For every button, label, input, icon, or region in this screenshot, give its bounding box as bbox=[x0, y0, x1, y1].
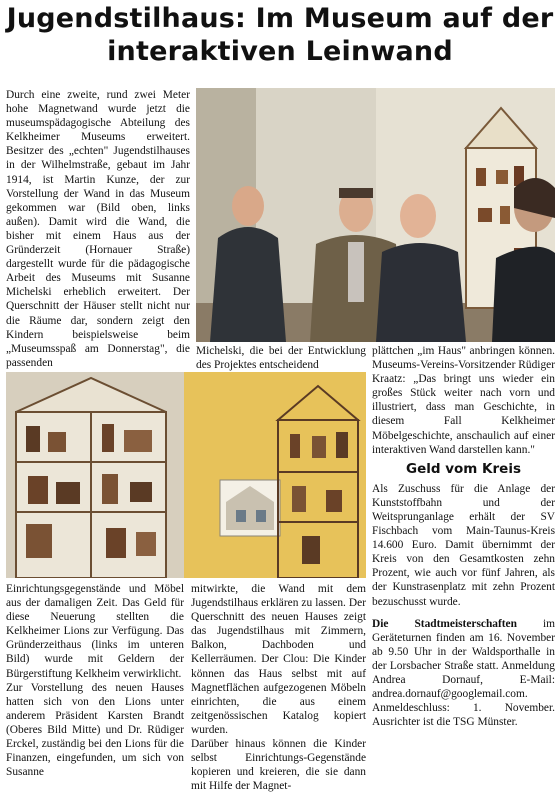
paragraph bbox=[372, 617, 555, 730]
subheadline-geld-vom-kreis: Geld vom Kreis bbox=[405, 460, 521, 477]
paragraph: Zur Vorstellung des neuen Hauses hatten sich von den Lions unter anderem Präsident Karsten Brandt (Oberes Bild Mitte) und Dr. Rüdiger Erckel, zuständig bei den Lions für die Finanzen, eingefunden, um sich von Susanne bbox=[6, 681, 184, 779]
bottom-photo-house-cross-sections bbox=[6, 372, 366, 578]
paragraph: Als Zuschuss für die Anlage der Kunststoffbahn und der Weitsprunganlage erhält der SV Fischbach vom Main-Taunus-Kreis 14.600 Euro. Damit übernimmt der Kreis von den Gesamtkosten zehn Prozent, wie auch vor fünf Jahren, als der Kunstrasenplatz mit zehn Prozent bezuschusst wurde. bbox=[372, 482, 555, 608]
paragraph: Michelski, die bei der Entwicklung des Projektes entscheidend bbox=[196, 345, 366, 372]
column-2-bottom-text bbox=[191, 582, 366, 793]
column-1-top-text bbox=[6, 88, 190, 370]
column-1-bottom-text bbox=[6, 582, 184, 779]
top-photo-magnet-wall bbox=[196, 88, 555, 342]
paragraph-lead: Die Stadtmeisterschaften bbox=[372, 617, 517, 630]
column-2-top-text bbox=[196, 344, 366, 372]
headline-line-1: Jugendstilhaus: Im Museum auf der bbox=[6, 3, 554, 34]
paragraph-body: im Geräteturnen finden am 16. November ab 9.50 Uhr in der Waldsporthalle in der Lorsbacher Straße statt. Anmeldung Andrea Dornauf, E-Mail: andrea.dornauf@googlemail.com. Anmeldeschluss: 1. November. Ausrichter ist die TSG Münster. bbox=[372, 617, 555, 729]
column-3-text bbox=[372, 344, 555, 729]
paragraph: Darüber hinaus können die Kinder selbst Einrichtungs-Gegenstände kopieren und kreieren, die sie dann mit Hilfe der Magnet- bbox=[191, 738, 366, 793]
paragraph: plättchen „im Haus" anbringen können. Museums-Vereins-Vorsitzender Rüdiger Kraatz: „Das bringt uns wieder ein großes Stück weiter nach vorn und illustriert, dass man Geschichte, in diesem Fall Kelkheimer Möbelgeschichte, anschaulich auf einer interaktiven Wand darstellen kann." bbox=[372, 345, 555, 456]
paragraph: mitwirkte, die Wand mit dem Jugendstilhaus erklären zu lassen. Der Querschnitt des neuen Hauses zeigt das Jugendstilhaus mit Zimmern, Balkon, Dachboden und Kellerräumen. Der Clou: Die Kinder können das Haus selbst mit auf Magnetflächen aufgezogenen Möbeln einrichten, die aus einem zeitgenössischen Katalog kopiert wurden. bbox=[191, 583, 366, 736]
paragraph: Einrichtungsgegenstände und Möbel aus der damaligen Zeit. Das Geld für diese Neuerung stellten die Kelkheimer Lions zur Verfügung. Das Gründerzeithaus (links im unteren Bild) wurde mit Geldern der Bürgerstiftung Kelkheim verwirklicht. bbox=[6, 583, 184, 680]
article-headline bbox=[0, 2, 560, 68]
headline-line-2: interaktiven Leinwand bbox=[107, 36, 453, 67]
paragraph: Durch eine zweite, rund zwei Meter hohe Magnetwand wurde jetzt die museumspädagogische Abteilung des Kelkheimer Museums erweitert. Besitzer des „echten" Jugendstilhauses in der Wilhelmstraße, gebaut im Jahr 1914, ist Martin Kunze, der zur Vorstellung der Wand in das Museum gekommen war (Bild oben, links außen). Damit wird die Wand, die bisher mit einem Haus aus der Gründerzeit (Hornauer Straße) dargestellt wurde für die pädagogische Arbeit des Museums mit Susanne Michelski erheblich erweitert. Der Querschnitt der Häuser stellt nicht nur die Räume dar, sondern zeigt den Kindern beispielsweise beim „Museumsspaß am Donnerstag", die passenden bbox=[6, 89, 190, 369]
